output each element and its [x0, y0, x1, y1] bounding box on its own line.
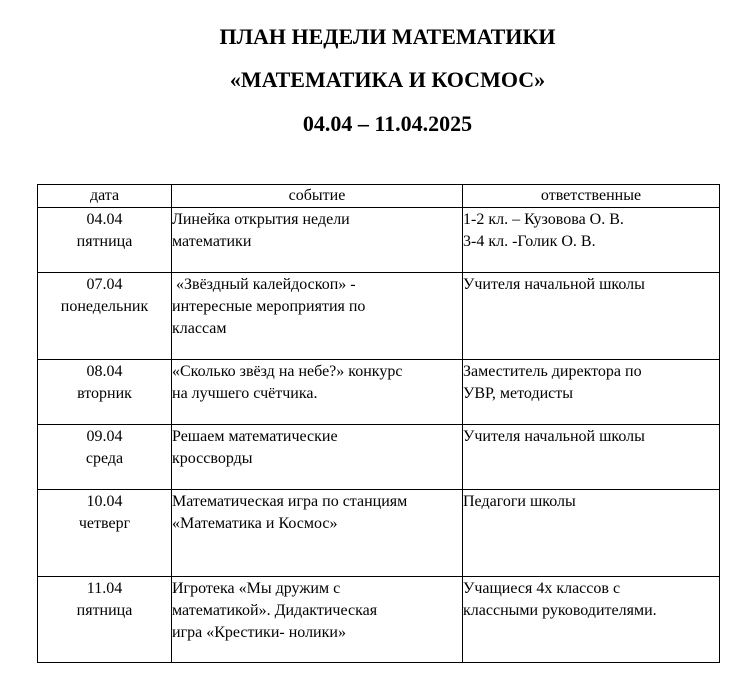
date-value: 08.04	[86, 363, 123, 380]
date-cell	[38, 360, 172, 425]
weekday-value: четверг	[78, 515, 131, 532]
document-title: ПЛАН НЕДЕЛИ МАТЕМАТИКИ	[219, 24, 556, 49]
responsible-cell	[463, 273, 720, 360]
responsible-text: 3-4 кл. -Голик О. В.	[463, 233, 596, 250]
event-text: «Математика и Космос»	[172, 515, 338, 532]
date-value: 04.04	[86, 211, 123, 228]
column-header-event: событие	[172, 185, 463, 208]
weekday-value: среда	[85, 450, 124, 467]
date-cell	[38, 577, 172, 663]
responsible-text: Заместитель директора по	[463, 363, 642, 380]
document-date-range: 04.04 – 11.04.2025	[302, 111, 473, 136]
responsible-text: Педагоги школы	[463, 493, 576, 510]
weekday-value: понедельник	[60, 298, 149, 315]
date-cell	[38, 208, 172, 273]
date-value: 07.04	[86, 276, 123, 293]
table-row	[38, 490, 720, 577]
date-cell	[38, 425, 172, 490]
table-row	[38, 360, 720, 425]
date-value: 09.04	[86, 428, 123, 445]
document-subtitle: «МАТЕМАТИКА И КОСМОС»	[229, 67, 546, 92]
responsible-cell	[463, 577, 720, 663]
column-header-responsible: ответственные	[463, 185, 720, 208]
event-text: кроссворды	[172, 450, 253, 467]
responsible-text: Учителя начальной школы	[463, 276, 645, 293]
weekday-value: пятница	[76, 602, 133, 619]
date-value: 10.04	[86, 493, 123, 510]
column-header-date: дата	[38, 185, 172, 208]
event-text: Математическая игра по станциям	[172, 493, 408, 510]
responsible-cell	[463, 425, 720, 490]
event-text: Игротека «Мы дружим с	[172, 580, 341, 597]
event-text: математикой». Дидактическая	[172, 602, 378, 619]
table-row	[38, 273, 720, 360]
date-cell	[38, 273, 172, 360]
table-row	[38, 208, 720, 273]
event-text: Решаем математические	[172, 428, 338, 445]
table-row	[38, 425, 720, 490]
date-value: 11.04	[86, 580, 123, 597]
event-cell	[172, 490, 463, 577]
responsible-cell	[463, 208, 720, 273]
responsible-text: УВР, методисты	[463, 385, 573, 402]
event-cell	[172, 360, 463, 425]
event-text: Линейка открытия недели	[172, 211, 350, 228]
responsible-cell	[463, 490, 720, 577]
weekday-value: пятница	[76, 233, 133, 250]
event-cell	[172, 425, 463, 490]
schedule-table	[37, 184, 720, 663]
event-text: «Звёздный калейдоскоп» -	[172, 276, 356, 293]
event-cell	[172, 208, 463, 273]
event-text: классам	[172, 320, 227, 337]
event-text: математики	[172, 233, 252, 250]
responsible-text: 1-2 кл. – Кузовова О. В.	[463, 211, 624, 228]
weekday-value: вторник	[77, 385, 132, 402]
event-cell	[172, 273, 463, 360]
event-text: «Сколько звёзд на небе?» конкурс	[172, 363, 403, 380]
table-header-row	[38, 185, 720, 208]
date-cell	[38, 490, 172, 577]
responsible-cell	[463, 360, 720, 425]
event-cell	[172, 577, 463, 663]
responsible-text: Учащиеся 4х классов с	[463, 580, 621, 597]
event-text: игра «Крестики- нолики»	[172, 624, 346, 641]
event-text: на лучшего счётчика.	[172, 385, 318, 402]
event-text: интересные мероприятия по	[172, 298, 366, 315]
responsible-text: Учителя начальной школы	[463, 428, 645, 445]
responsible-text: классными руководителями.	[463, 602, 657, 619]
table-row	[38, 577, 720, 663]
